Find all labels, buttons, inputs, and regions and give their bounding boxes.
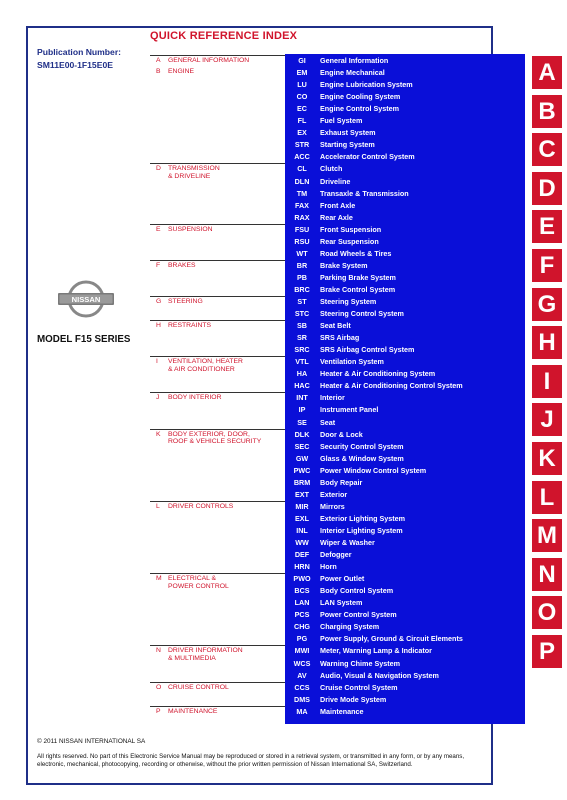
entry-name: Transaxle & Transmission [320, 188, 409, 198]
section-tab[interactable]: L [532, 481, 562, 514]
index-entry-row[interactable] [285, 392, 525, 404]
entry-code: CCS [294, 682, 310, 692]
logo-text: NISSAN [71, 295, 101, 305]
index-entry-row[interactable] [285, 694, 525, 706]
section-label[interactable] [150, 706, 285, 723]
index-entry-row[interactable] [285, 441, 525, 453]
publication-label: Publication Number: [37, 47, 122, 57]
entry-name: Exterior Lighting System [320, 513, 406, 523]
section-tab[interactable]: D [532, 172, 562, 205]
entry-name: Engine Control System [320, 104, 400, 114]
index-entry-row[interactable] [285, 682, 525, 694]
section-tab[interactable]: J [532, 403, 562, 436]
section-label[interactable] [150, 429, 285, 446]
section-tab[interactable]: C [532, 133, 562, 166]
section-title: MAINTENANCE [168, 707, 218, 715]
entry-code: STC [294, 309, 310, 319]
entry-name: Maintenance [320, 706, 364, 716]
index-entry-row[interactable] [285, 621, 525, 633]
entry-name: Fuel System [320, 116, 363, 126]
entry-code: SE [297, 417, 307, 427]
rights-notice: All rights reserved. No part of this Electronic Service Manual may be reproduced or stored in a retrieval system, or transmitted in any form, or by any means, electronic, mechanical, photocopying, recording or otherwise, without the prior written permission of Nissan International SA, Switzerland. [37, 753, 465, 768]
entry-name: Charging System [320, 622, 380, 632]
index-entry-row[interactable] [285, 79, 525, 91]
index-entry-row[interactable] [285, 55, 525, 67]
entry-name: Security Control System [320, 441, 404, 451]
model-name: MODEL F15 SERIES [37, 334, 131, 345]
entry-name: Exterior [320, 489, 348, 499]
section-tab[interactable]: A [532, 56, 562, 89]
entry-name: Power Control System [320, 610, 397, 620]
section-tab[interactable]: N [532, 558, 562, 591]
index-entry-row[interactable] [285, 115, 525, 127]
section-label[interactable] [150, 260, 285, 277]
index-entry-row[interactable] [285, 212, 525, 224]
entry-code: MA [296, 706, 308, 716]
entry-name: Seat Belt [320, 321, 351, 331]
section-title: STEERING [168, 298, 203, 305]
entry-code: PCS [294, 610, 310, 620]
section-tab[interactable]: O [532, 596, 562, 629]
section-title: DRIVER CONTROLS [168, 502, 234, 510]
index-entry-row[interactable] [285, 332, 525, 344]
entry-name: Interior Lighting System [320, 525, 403, 535]
entry-code: DMS [294, 694, 310, 704]
entry-name: Glass & Window System [320, 453, 404, 463]
entry-code: CL [297, 164, 307, 174]
section-letter: P [156, 707, 161, 715]
index-entry-row[interactable] [285, 465, 525, 477]
index-entry-row[interactable] [285, 489, 525, 501]
section-letter: L [156, 502, 160, 510]
section-title: DRIVER INFORMATION & MULTIMEDIA [168, 647, 243, 663]
index-entry-row[interactable] [285, 609, 525, 621]
index-entry-row[interactable] [285, 91, 525, 103]
entry-name: Steering System [320, 297, 377, 306]
entry-code: PG [296, 634, 308, 644]
entry-name: Rear Suspension [320, 236, 379, 246]
section-tab[interactable]: M [532, 519, 562, 552]
entry-code: EX [297, 128, 307, 138]
entry-code: HA [296, 369, 308, 379]
entry-code: DEF [294, 550, 310, 560]
entry-code: SR [297, 333, 307, 343]
section-label[interactable] [150, 392, 285, 409]
section-tab[interactable]: G [532, 288, 562, 321]
entry-name: Body Control System [320, 586, 394, 596]
index-entry-row[interactable] [285, 404, 525, 416]
section-tab[interactable]: B [532, 95, 562, 128]
index-entry-row[interactable] [285, 561, 525, 573]
index-entry-row[interactable] [285, 103, 525, 115]
index-entry-row[interactable] [285, 645, 525, 657]
index-entry-row[interactable] [285, 573, 525, 585]
index-entry-row[interactable] [285, 308, 525, 320]
entry-name: SRS Airbag [320, 333, 360, 343]
section-tab[interactable]: F [532, 249, 562, 282]
entry-code: INL [296, 525, 308, 535]
entry-name: Horn [320, 562, 337, 572]
entry-name: Ventilation System [320, 357, 384, 367]
publication-code: SM11E00-1F15E0E [37, 60, 113, 70]
entry-name: Engine Cooling System [320, 92, 401, 102]
section-letter: F [156, 261, 161, 269]
entry-code: WT [296, 248, 308, 258]
section-label[interactable] [150, 224, 285, 241]
section-label[interactable] [150, 67, 285, 83]
entry-name: Seat [320, 417, 336, 427]
index-entry-row[interactable] [285, 260, 525, 272]
section-tab[interactable]: I [532, 365, 562, 398]
index-entry-row[interactable] [285, 344, 525, 356]
entry-name: Wiper & Washer [320, 538, 375, 547]
index-entry-row[interactable] [285, 272, 525, 284]
section-label[interactable] [150, 356, 285, 373]
entry-code: FSU [294, 224, 310, 234]
entry-code: RAX [294, 212, 310, 222]
entry-code: LU [297, 80, 307, 90]
publication-number [37, 46, 121, 72]
entry-name: Starting System [320, 140, 375, 150]
section-label[interactable] [150, 645, 285, 662]
entry-code: DLN [294, 176, 310, 186]
entry-name: Road Wheels & Tires [320, 248, 392, 258]
entry-code: MWI [294, 646, 310, 656]
entry-name: Mirrors [320, 501, 345, 511]
index-entry-row[interactable] [285, 525, 525, 537]
index-entry-list [285, 54, 525, 724]
index-entry-row[interactable] [285, 163, 525, 175]
entry-code: ACC [294, 152, 310, 162]
entry-code: PWC [293, 465, 311, 475]
index-entry-row[interactable] [285, 176, 525, 188]
entry-name: Parking Brake System [320, 272, 396, 282]
entry-code: AV [297, 670, 307, 680]
entry-code: SEC [294, 441, 310, 451]
entry-code: GI [298, 56, 306, 65]
index-entry-row[interactable] [285, 67, 525, 79]
section-tab[interactable]: P [532, 635, 562, 668]
index-entry-row[interactable] [285, 658, 525, 670]
section-title: BODY EXTERIOR, DOOR, ROOF & VEHICLE SECURITY [168, 430, 262, 446]
entry-code: FAX [295, 200, 309, 210]
section-letter: G [156, 298, 162, 305]
index-entry-row[interactable] [285, 127, 525, 139]
index-entry-row[interactable] [285, 537, 525, 549]
entry-name: Body Repair [320, 477, 363, 487]
section-letter: J [156, 394, 160, 402]
section-title: ELECTRICAL & POWER CONTROL [168, 575, 229, 590]
entry-code: INT [296, 393, 308, 403]
section-label[interactable] [150, 501, 285, 518]
section-letter: H [156, 322, 161, 330]
index-entry-row[interactable] [285, 549, 525, 561]
entry-code: VTL [295, 357, 309, 367]
entry-code: BCS [294, 586, 310, 596]
index-entry-row[interactable] [285, 151, 525, 163]
section-title: BRAKES [168, 261, 196, 269]
entry-name: Heater & Air Conditioning System [320, 369, 436, 379]
section-title: GENERAL INFORMATION [168, 57, 250, 64]
entry-code: BR [296, 260, 308, 270]
index-entry-row[interactable] [285, 670, 525, 682]
entry-code: PWO [293, 574, 311, 584]
section-title: RESTRAINTS [168, 322, 212, 330]
entry-name: Power Window Control System [320, 465, 427, 475]
entry-code: EXL [295, 513, 309, 523]
section-title: CRUISE CONTROL [168, 683, 229, 691]
index-entry-row[interactable] [285, 380, 525, 392]
index-entry-row[interactable] [285, 453, 525, 465]
entry-name: Interior [320, 393, 345, 403]
section-letter: E [156, 225, 161, 233]
entry-code: SB [297, 321, 307, 331]
section-title: BODY INTERIOR [168, 394, 222, 402]
index-entry-row[interactable] [285, 296, 525, 308]
index-entry-row[interactable] [285, 501, 525, 513]
entry-name: Cruise Control System [320, 682, 398, 692]
section-label[interactable] [150, 296, 285, 313]
entry-name: Accelerator Control System [320, 152, 415, 162]
entry-name: Brake System [320, 260, 368, 270]
section-title: TRANSMISSION & DRIVELINE [168, 165, 220, 181]
entry-code: WW [295, 538, 309, 547]
entry-name: Power Outlet [320, 574, 365, 584]
entry-code: LAN [294, 598, 310, 608]
section-title: SUSPENSION [168, 225, 213, 233]
index-entry-row[interactable] [285, 356, 525, 368]
section-letter: A [156, 57, 161, 64]
section-tab[interactable]: K [532, 442, 562, 475]
index-entry-row[interactable] [285, 417, 525, 429]
section-letter: K [156, 430, 161, 438]
section-letter: O [156, 683, 162, 691]
entry-name: Steering Control System [320, 309, 404, 319]
section-letter: N [156, 647, 161, 655]
index-entry-row[interactable] [285, 429, 525, 441]
nissan-logo-icon [58, 278, 114, 320]
entry-code: BRM [293, 477, 311, 487]
entry-code: FL [297, 116, 307, 126]
index-entry-row[interactable] [285, 477, 525, 489]
index-entry-row[interactable] [285, 368, 525, 380]
entry-code: MIR [295, 501, 309, 511]
entry-name: Door & Lock [320, 429, 363, 439]
section-label[interactable] [150, 573, 285, 590]
index-entry-row[interactable] [285, 224, 525, 236]
entry-code: IP [298, 405, 306, 415]
entry-code: TM [296, 188, 308, 198]
section-tab[interactable]: H [532, 326, 562, 359]
index-entry-row[interactable] [285, 236, 525, 248]
index-entry-row[interactable] [285, 200, 525, 212]
entry-name: Heater & Air Conditioning Control System [320, 381, 463, 391]
index-entry-row[interactable] [285, 597, 525, 609]
entry-code: WCS [293, 658, 311, 668]
index-entry-row[interactable] [285, 248, 525, 260]
entry-code: CHG [294, 622, 310, 632]
entry-code: EM [296, 68, 308, 78]
entry-name: Engine Mechanical [320, 68, 385, 78]
entry-code: STR [294, 140, 310, 150]
entry-code: GW [295, 453, 309, 463]
section-letter: M [156, 575, 162, 583]
section-title: VENTILATION, HEATER & AIR CONDITIONER [168, 358, 243, 373]
section-title: ENGINE [168, 68, 195, 76]
index-entry-row[interactable] [285, 706, 525, 718]
section-letter: D [156, 165, 161, 173]
entry-name: Driveline [320, 176, 351, 186]
entry-name: SRS Airbag Control System [320, 345, 415, 355]
entry-code: DLK [294, 429, 310, 439]
entry-name: Front Axle [320, 200, 356, 210]
entry-code: PB [297, 272, 307, 282]
section-letter: B [156, 68, 161, 76]
index-entry-row[interactable] [285, 188, 525, 200]
entry-name: Meter, Warning Lamp & Indicator [320, 646, 432, 656]
index-entry-row[interactable] [285, 320, 525, 332]
entry-name: Warning Chime System [320, 658, 401, 668]
entry-code: EC [297, 104, 307, 114]
page-title: QUICK REFERENCE INDEX [150, 30, 298, 42]
entry-code: BRC [294, 284, 310, 294]
index-entry-row[interactable] [285, 284, 525, 296]
entry-code: CO [296, 92, 308, 102]
entry-name: Defogger [320, 550, 352, 560]
entry-code: HAC [294, 381, 310, 391]
section-tab[interactable]: E [532, 210, 562, 243]
entry-name: Clutch [320, 164, 343, 174]
entry-code: HRN [294, 562, 310, 572]
entry-code: ST [297, 297, 307, 306]
entry-name: Audio, Visual & Navigation System [320, 670, 439, 680]
entry-code: EXT [295, 489, 309, 499]
entry-code: RSU [294, 236, 310, 246]
index-entry-row[interactable] [285, 633, 525, 645]
section-letter: I [156, 358, 158, 366]
section-label[interactable] [150, 320, 285, 337]
section-label[interactable] [150, 682, 285, 699]
section-label[interactable] [150, 163, 285, 180]
entry-name: Exhaust System [320, 128, 376, 138]
entry-name: Brake Control System [320, 284, 396, 294]
copyright-text: © 2011 NISSAN INTERNATIONAL SA [37, 738, 146, 745]
entry-code: SRC [294, 345, 310, 355]
entry-name: Power Supply, Ground & Circuit Elements [320, 634, 463, 644]
entry-name: LAN System [320, 598, 363, 608]
entry-name: Front Suspension [320, 224, 382, 234]
entry-name: Drive Mode System [320, 694, 387, 704]
entry-name: General Information [320, 56, 389, 65]
index-entry-row[interactable] [285, 513, 525, 525]
entry-name: Instrument Panel [320, 405, 379, 415]
index-entry-row[interactable] [285, 585, 525, 597]
entry-name: Engine Lubrication System [320, 80, 413, 90]
entry-name: Rear Axle [320, 212, 353, 222]
index-entry-row[interactable] [285, 139, 525, 151]
